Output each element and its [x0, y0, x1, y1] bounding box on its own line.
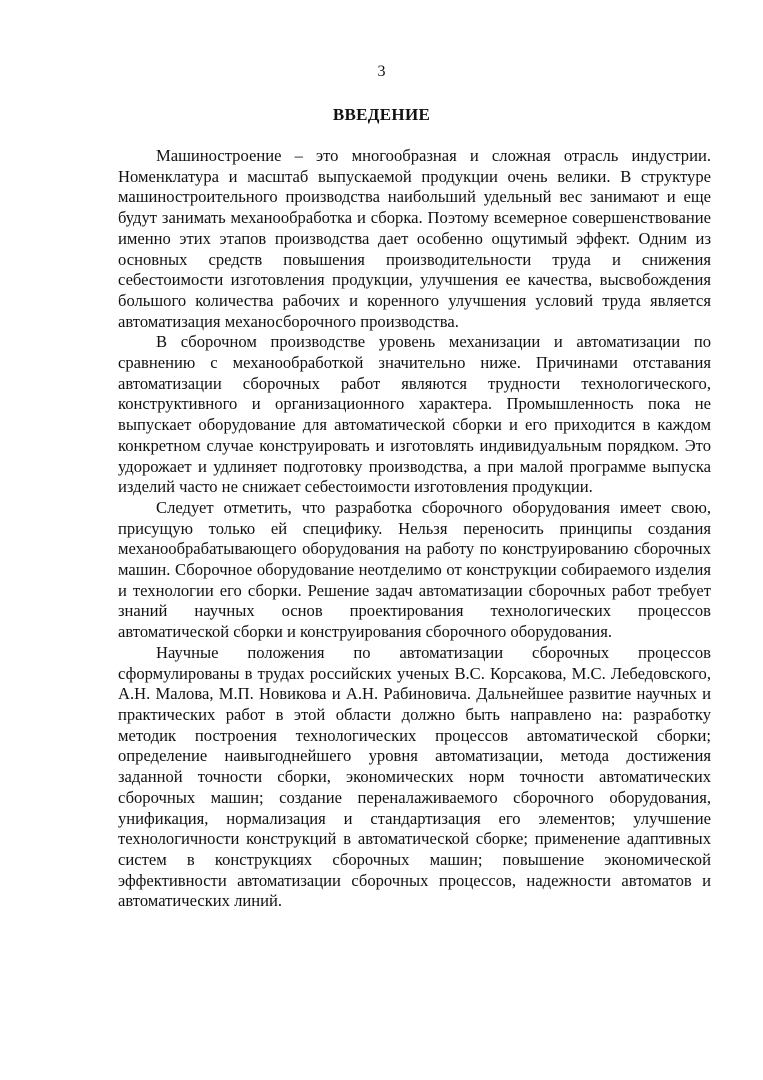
body-text: [118, 146, 711, 912]
page-number: 3: [377, 63, 386, 80]
paragraph: Научные положения по автоматизации сборочных процессов сформулированы в трудах российских ученых В.С. Корсакова, М.С. Лебедовского, А.Н. Малова, М.П. Новикова и А.Н. Рабиновича. Дальнейшее развитие научных и практических работ в этой области должно быть направлено на: разработку методик построения технологических процессов автоматической сборки; определение наивыгоднейшего уровня автоматизации, метода достижения заданной точности сборки, экономических норм точности автоматических сборочных машин; создание переналаживаемого сборочного оборудования, унификация, нормализация и стандартизация его элементов; улучшение технологичности конструкций в автоматической сборке; применение адаптивных систем в конструкциях сборочных машин; повышение экономической эффективности автоматизации сборочных процессов, надежности автоматов и автоматических линий.: [118, 642, 711, 911]
paragraph: В сборочном производстве уровень механизации и автоматизации по сравнению с механообработкой значительно ниже. Причинами отставания автоматизации сборочных работ являются трудности технологического, конструктивного и организационного характера. Промышленность пока не выпускает оборудование для автоматической сборки и его приходится в каждом конкретном случае конструировать и изготовлять индивидуальным порядком. Это удорожает и удлиняет подготовку производства, а при малой программе выпуска изделий часто не снижает себестоимости изготовления продукции.: [118, 332, 711, 497]
section-title: ВВЕДЕНИЕ: [332, 105, 431, 124]
paragraph: Машиностроение – это многообразная и сложная отрасль индустрии. Номенклатура и масштаб выпускаемой продукции очень велики. В структуре машиностроительного производства наибольший удельный вес занимают и еще будут занимать механообработка и сборка. Поэтому всемерное совершенствование именно этих этапов производства дает особенно ощутимый эффект. Одним из основных средств повышения производительности труда и снижения себестоимости изготовления продукции, улучшения ее качества, высвобождения большого количества рабочих и коренного улучшения условий труда является автоматизация механосборочного производства.: [118, 146, 711, 331]
paragraph: Следует отметить, что разработка сборочного оборудования имеет свою, присущую только ей специфику. Нельзя переносить принципы создания механообрабатывающего оборудования на работу по конструированию сборочных машин. Сборочное оборудование неотделимо от конструкции собираемого изделия и технологии его сборки. Решение задач автоматизации сборочных работ требует знаний научных основ проектирования технологических процессов автоматической сборки и конструирования сборочного оборудования.: [118, 497, 711, 642]
